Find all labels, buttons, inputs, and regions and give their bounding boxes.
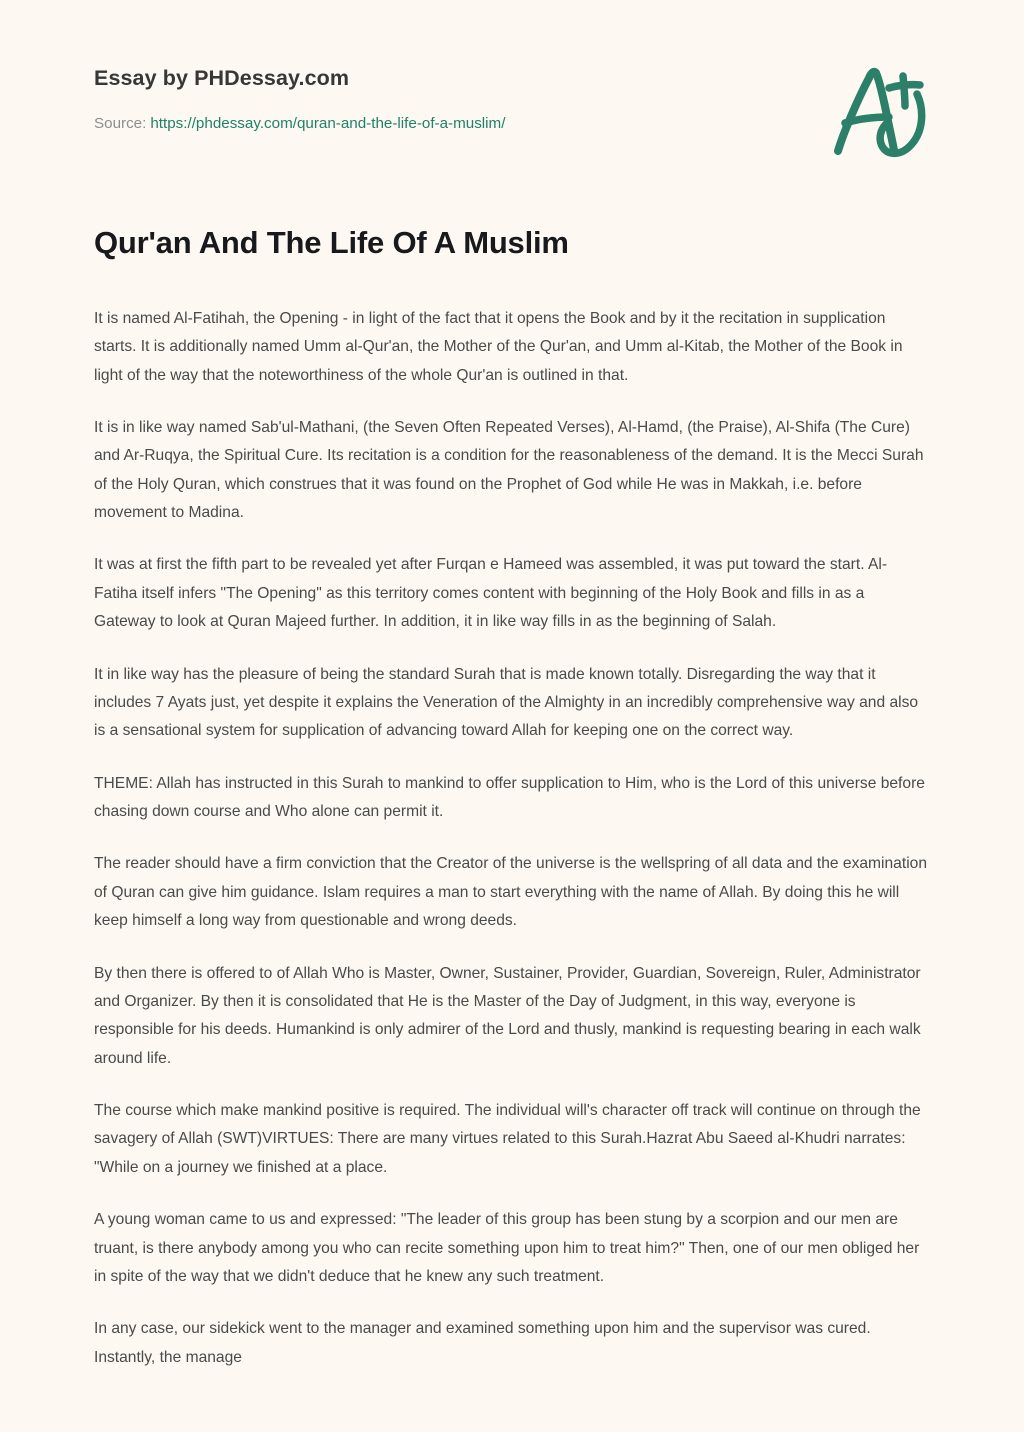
article-paragraph: The course which make mankind positive is required. The individual will's character off track will continue on through the savagery of Allah (SWT)VIRTUES: There are many virtues related to this Surah.Hazrat Abu Saeed al-Khudri narrates: "While on a journey we finished at a place. (94, 1102, 921, 1176)
article (0, 224, 1024, 1432)
header-left-block (94, 66, 505, 134)
phdessay-logo[interactable] (820, 58, 940, 164)
source-label: Source: (94, 114, 147, 132)
article-paragraph: THEME: Allah has instructed in this Surah to mankind to offer supplication to Him, who is the Lord of this universe before chasing down course and Who alone can permit it. (94, 774, 925, 820)
site-header (0, 0, 1024, 164)
source-url-link[interactable]: https://phdessay.com/quran-and-the-life-of-a-muslim/ (150, 114, 506, 132)
article-paragraph: It was at first the fifth part to be revealed yet after Furqan e Hameed was assembled, it was put toward the start. Al-Fatiha itself infers "The Opening" as this territory comes content with beginning of the Holy Book and fills in as a Gateway to look at Quran Majeed further. In addition, it in like way fills in as the beginning of Salah. (94, 556, 888, 631)
article-paragraph: It is named Al-Fatihah, the Opening - in light of the fact that it opens the Book and by it the recitation in supplication starts. It is additionally named Umm al-Qur'an, the Mother of the Qur'an, and Umm al-Kitab, the Mother of the Book in light of the way that the noteworthiness of the whole Qur'an is outlined in that. (94, 309, 903, 384)
brand-title: Essay by PHDessay.com (94, 66, 350, 90)
a-plus-logo-icon (825, 61, 935, 161)
article-paragraph: The reader should have a firm conviction that the Creator of the universe is the wellspring of all data and the examination of Quran can give him guidance. Islam requires a man to start everything with the name of Allah. By doing this he will keep himself a long way from questionable and wrong deeds. (94, 855, 928, 930)
article-paragraph: By then there is offered to of Allah Who is Master, Owner, Sustainer, Provider, Guardian, Sovereign, Ruler, Administrator and Organizer. By then it is consolidated that He is the Master of the Day of Judgment, in this way, everyone is responsible for his deeds. Humankind is only admirer of the Lord and thusly, mankind is requesting bearing in each walk around life. (94, 964, 921, 1067)
article-paragraph: A young woman came to us and expressed: "The leader of this group has been stung by a scorpion and our men are truant, is there anybody among you who can recite something upon him to treat him?" Then, one of our men obliged her in spite of the way that we didn't deduce that he knew any such treatment. (94, 1211, 920, 1285)
article-paragraph: It in like way has the pleasure of being the standard Surah that is made known totally. Disregarding the way that it includes 7 Ayats just, yet despite it explains the Veneration of the Almighty in an incredibly comprehensive way and also is a sensational system for supplication of advancing toward Allah for keeping one on the correct way. (94, 665, 919, 740)
article-paragraph: In any case, our sidekick went to the manager and examined something upon him and the supervisor was cured. Instantly, the manage (94, 1320, 871, 1366)
article-body (94, 305, 930, 1372)
article-paragraph: It is in like way named Sab'ul-Mathani, (the Seven Often Repeated Verses), Al-Hamd, (the Praise), Al-Shifa (The Cure) and Ar-Ruqya, the Spiritual Cure. Its recitation is a condition for the reasonableness of the demand. It is the Mecci Surah of the Holy Quran, which construes that it was found on the Prophet of God while He was in Makkah, i.e. before movement to Madina. (94, 418, 924, 521)
page-title: Qur'an And The Life Of A Muslim (94, 225, 569, 260)
source-line (94, 114, 505, 134)
